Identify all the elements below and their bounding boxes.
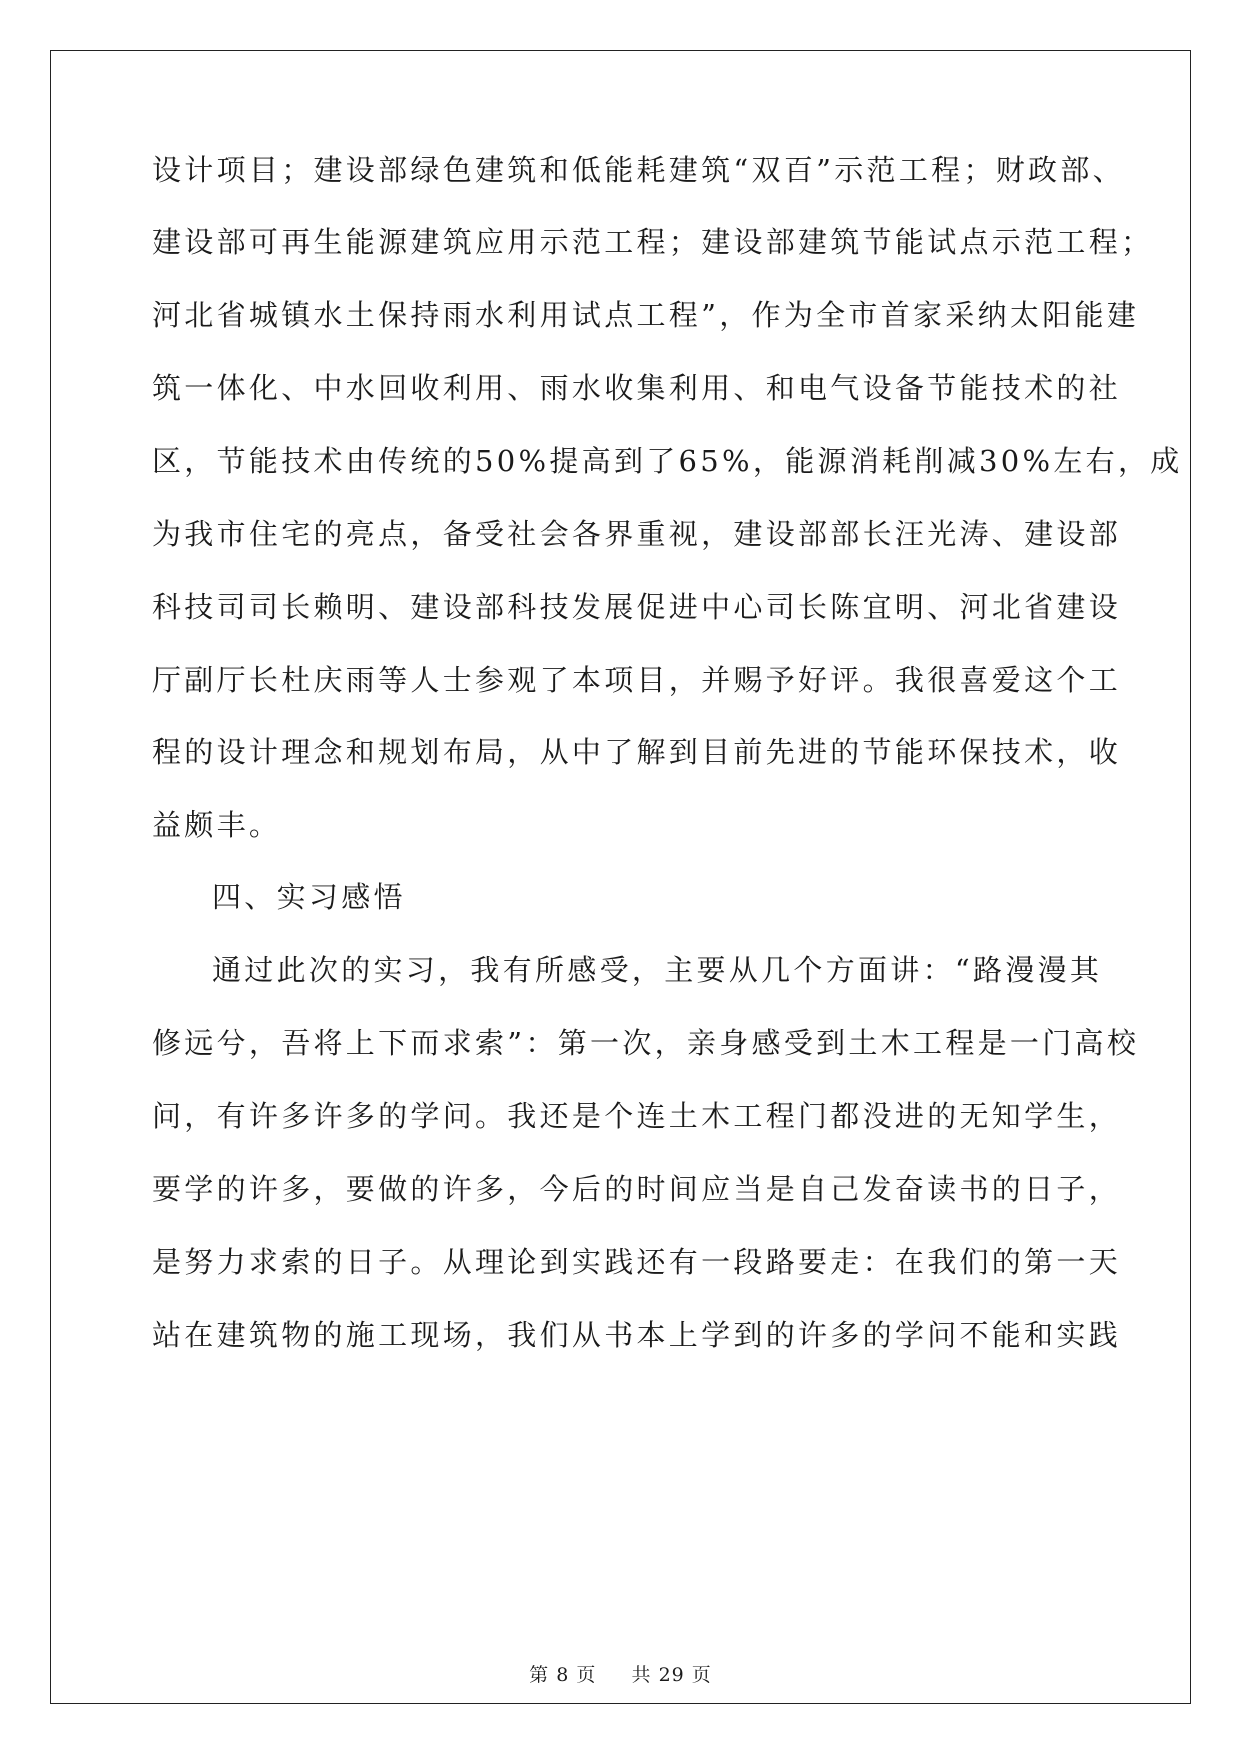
text-line: 程的设计理念和规划布局，从中了解到目前先进的节能环保技术，收	[152, 735, 1122, 769]
text-line: 要学的许多，要做的许多，今后的时间应当是自己发奋读书的日子，	[152, 1172, 1122, 1206]
text-line: 通过此次的实习，我有所感受，主要从几个方面讲：“路漫漫其	[212, 953, 1103, 987]
text-line: 站在建筑物的施工现场，我们从书本上学到的许多的学问不能和实践	[152, 1318, 1122, 1352]
page-number: 第 8 页	[529, 1664, 597, 1686]
total-pages: 共 29 页	[631, 1664, 712, 1686]
text-line: 设计项目；建设部绿色建筑和低能耗建筑“双百”示范工程；财政部、	[152, 153, 1125, 187]
text-line: 是努力求索的日子。从理论到实践还有一段路要走：在我们的第一天	[152, 1245, 1122, 1279]
text-line: 益颇丰。	[152, 808, 282, 842]
text-line: 建设部可再生能源建筑应用示范工程；建设部建筑节能试点示范工程；	[152, 225, 1154, 259]
text-line: 筑一体化、中水回收利用、雨水收集利用、和电气设备节能技术的社	[152, 371, 1122, 405]
text-line: 厅副厅长杜庆雨等人士参观了本项目，并赐予好评。我很喜爱这个工	[152, 663, 1122, 697]
text-line: 修远兮，吾将上下而求索”：第一次，亲身感受到土木工程是一门高校	[152, 1026, 1140, 1060]
text-line: 区，节能技术由传统的50%提高到了65%，能源消耗削减30%左右，成	[152, 444, 1183, 478]
text-line: 河北省城镇水土保持雨水利用试点工程”，作为全市首家采纳太阳能建	[152, 298, 1140, 332]
section-heading: 四、实习感悟	[212, 880, 406, 914]
page-footer	[0, 1660, 1241, 1687]
text-line: 问，有许多许多的学问。我还是个连土木工程门都没进的无知学生，	[152, 1099, 1122, 1133]
text-line: 为我市住宅的亮点，备受社会各界重视，建设部部长汪光涛、建设部	[152, 517, 1122, 551]
text-line: 科技司司长赖明、建设部科技发展促进中心司长陈宜明、河北省建设	[152, 590, 1122, 624]
